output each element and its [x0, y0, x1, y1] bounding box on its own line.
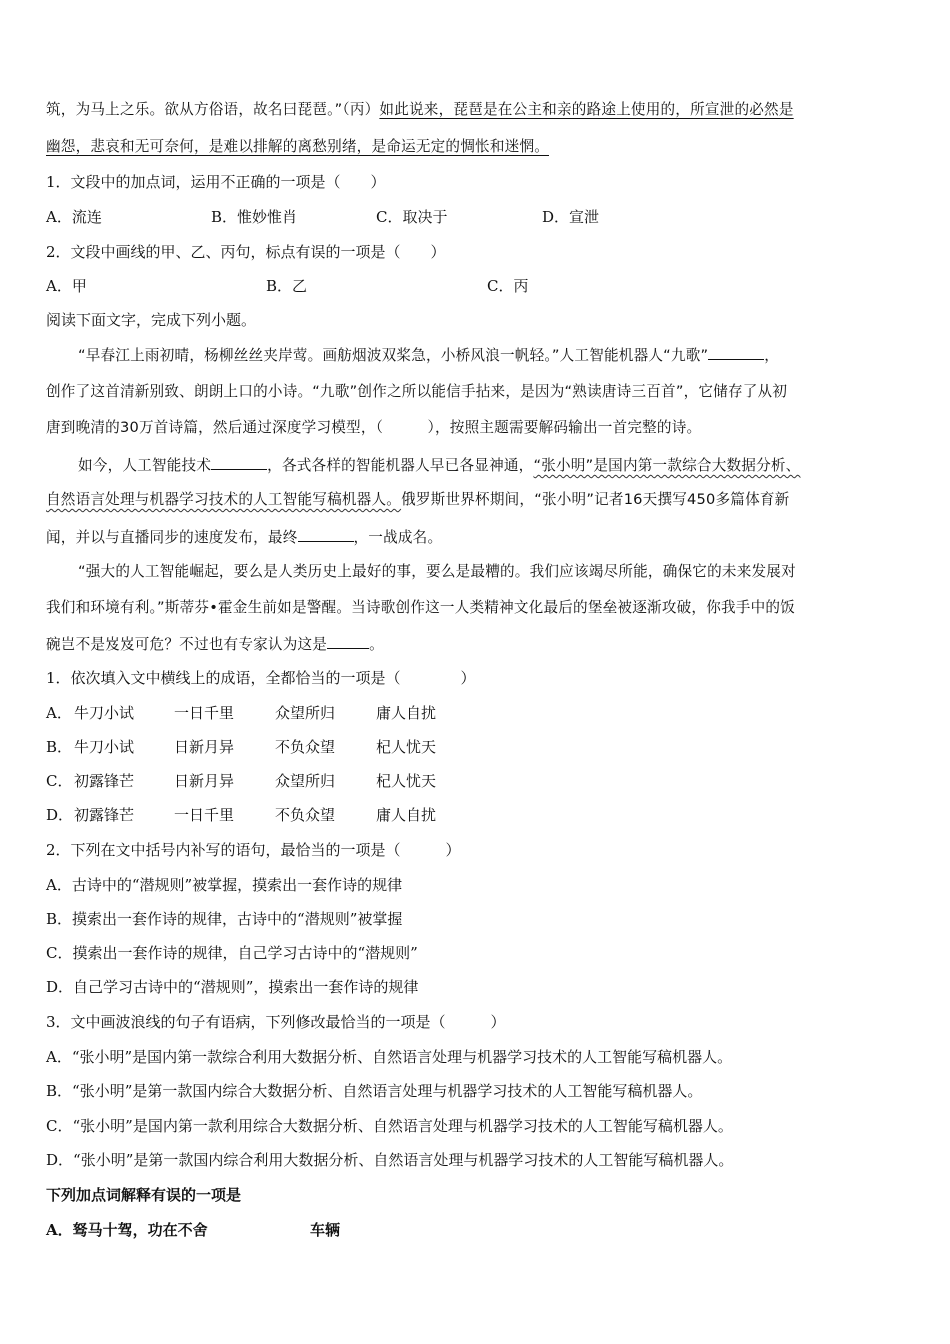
option-word: 日新月异 [174, 772, 235, 790]
blank-3 [298, 527, 354, 542]
option-letter: D． [46, 806, 74, 824]
question-3b-stem: 3．文中画波浪线的句子有语病，下列修改最恰当的一项是（ ） [46, 1013, 506, 1031]
option-word: 杞人忧天 [376, 772, 437, 790]
passage2-p2-line-1 [78, 455, 800, 476]
passage-text: 如今，人工智能技术 [78, 457, 212, 474]
option-d[interactable]: D．宣泄 [542, 208, 600, 226]
blank-1 [708, 345, 764, 360]
question-1b-option-d[interactable] [46, 805, 546, 825]
option-c[interactable]: C．取决于 [376, 208, 448, 226]
question-2b-option-c[interactable]: C．摸索出一套作诗的规律，自己学习古诗中的“潜规则” [46, 944, 418, 962]
option-word: 牛刀小试 [74, 704, 135, 722]
passage-text: 俄罗斯世界杯期间，“张小明”记者16天撰写450多篇体育新 [401, 491, 790, 508]
passage-text: ， [764, 347, 780, 364]
question-1b-option-c[interactable] [46, 771, 546, 791]
option-b[interactable]: B．乙 [266, 277, 308, 295]
wavy-sentence-cont: 自然语言处理与机器学习技术的人工智能写稿机器人。 [46, 491, 402, 508]
passage2-p3-line-1: “强大的人工智能崛起，要么是人类历史上最好的事，要么是最糟的。我们应该竭尽所能，确保它的未来发展对 [78, 563, 796, 580]
option-c[interactable]: C．丙 [487, 277, 529, 295]
question-2b-stem: 2．下列在文中括号内补写的语句，最恰当的一项是（ ） [46, 841, 461, 859]
question-3b-option-a[interactable]: A．“张小明”是国内第一款综合利用大数据分析、自然语言处理与机器学习技术的人工智能写稿机器人。 [46, 1048, 733, 1066]
option-word: 初露锋芒 [74, 806, 135, 824]
option-word: 一日千里 [174, 704, 235, 722]
question-3b-option-b[interactable]: B．“张小明”是第一款国内综合大数据分析、自然语言处理与机器学习技术的人工智能写稿机器人。 [46, 1082, 703, 1100]
passage1-text: 筑，为马上之乐。欲从方俗语，故名曰琵琶。”（丙） [46, 101, 380, 118]
blank-2 [211, 455, 267, 470]
option-word: 日新月异 [174, 738, 235, 756]
passage2-p2-line-3 [46, 527, 442, 548]
passage2-p2-line-2 [46, 490, 789, 510]
underlined-sentence-bing: 如此说来，琵琶是在公主和亲的路途上使用的，所宣泄的必然是 [379, 101, 794, 118]
passage-text: 闻，并以与直播同步的速度发布，最终 [46, 529, 298, 546]
option-letter: B． [46, 738, 73, 756]
option-b[interactable]: B．惟妙惟肖 [211, 208, 298, 226]
question-1a-stem: 1．文段中的加点词，运用不正确的一项是（ ） [46, 173, 386, 191]
option-word: 牛刀小试 [74, 738, 135, 756]
option-word: 初露锋芒 [74, 772, 135, 790]
question-3b-option-d[interactable]: D．“张小明”是第一款国内综合利用大数据分析、自然语言处理与机器学习技术的人工智能写稿机器人。 [46, 1151, 734, 1169]
passage2-p1-line-3: 唐到晚清的30万首诗篇，然后通过深度学习模型，（ ），按照主题需要解码输出一首完整的诗。 [46, 419, 702, 436]
passage2-p3-line-3 [46, 634, 384, 655]
option-word: 庸人自扰 [376, 806, 437, 824]
question-2a-stem: 2．文段中画线的甲、乙、丙句，标点有误的一项是（ ） [46, 243, 446, 261]
question-3b-option-c[interactable]: C．“张小明”是国内第一款利用综合大数据分析、自然语言处理与机器学习技术的人工智能写稿机器人。 [46, 1117, 733, 1135]
question-last-option-a[interactable] [46, 1220, 546, 1240]
passage-text: ，各式各样的智能机器人早已各显神通， [267, 457, 534, 474]
passage2-p1-line-1 [78, 345, 779, 366]
passage1-line-2 [46, 137, 549, 157]
wavy-sentence: “张小明”是国内第一款综合大数据分析、 [533, 457, 801, 474]
question-1b-option-a[interactable] [46, 703, 546, 723]
option-word: 一日千里 [174, 806, 235, 824]
passage1-line-1 [46, 100, 794, 120]
question-1b-option-b[interactable] [46, 737, 546, 757]
reading-instruction: 阅读下面文字，完成下列小题。 [46, 311, 257, 329]
underlined-sentence-bing-cont: 幽怨，悲哀和无可奈何，是难以排解的离愁别绪，是命运无定的惆怅和迷惘。 [46, 138, 549, 155]
question-2b-option-b[interactable]: B．摸索出一套作诗的规律，古诗中的“潜规则”被掌握 [46, 910, 403, 928]
passage2-p1-line-2: 创作了这首清新别致、朗朗上口的小诗。“九歌”创作之所以能信手拈来，是因为“熟读唐诗三百首”，它储存了从初 [46, 383, 788, 400]
option-word: 众望所归 [275, 704, 336, 722]
option-a[interactable]: A．甲 [46, 277, 87, 295]
option-letter: A． [46, 704, 72, 722]
passage-text: “早春江上雨初晴，杨柳丝丝夹岸莺。画舫烟波双桨急，小桥风浪一帆轻。”人工智能机器人“九歌” [78, 347, 709, 364]
option-text: A．驽马十驾，功在不舍 [46, 1221, 208, 1239]
option-word: 杞人忧天 [376, 738, 437, 756]
passage-text: 。 [369, 636, 384, 653]
option-letter: C． [46, 772, 73, 790]
question-1b-stem: 1．依次填入文中横线上的成语，全都恰当的一项是（ ） [46, 669, 476, 687]
option-a[interactable]: A．流连 [46, 208, 102, 226]
passage2-p3-line-2: 我们和环境有利。”斯蒂芬•霍金生前如是警醒。当诗歌创作这一人类精神文化最后的堡垒被逐渐攻破，你我手中的饭 [46, 599, 795, 616]
option-gloss: 车辆 [310, 1221, 341, 1239]
question-2b-option-d[interactable]: D．自己学习古诗中的“潜规则”，摸索出一套作诗的规律 [46, 978, 419, 996]
option-word: 庸人自扰 [376, 704, 437, 722]
option-word: 不负众望 [275, 738, 336, 756]
blank-4 [327, 634, 369, 649]
option-word: 不负众望 [275, 806, 336, 824]
passage-text: ，一战成名。 [353, 529, 443, 546]
option-word: 众望所归 [275, 772, 336, 790]
question-2b-option-a[interactable]: A．古诗中的“潜规则”被掌握，摸索出一套作诗的规律 [46, 876, 403, 894]
passage-text: 碗岂不是岌岌可危？不过也有专家认为这是 [46, 636, 328, 653]
question-last-stem: 下列加点词解释有误的一项是 [46, 1186, 242, 1204]
